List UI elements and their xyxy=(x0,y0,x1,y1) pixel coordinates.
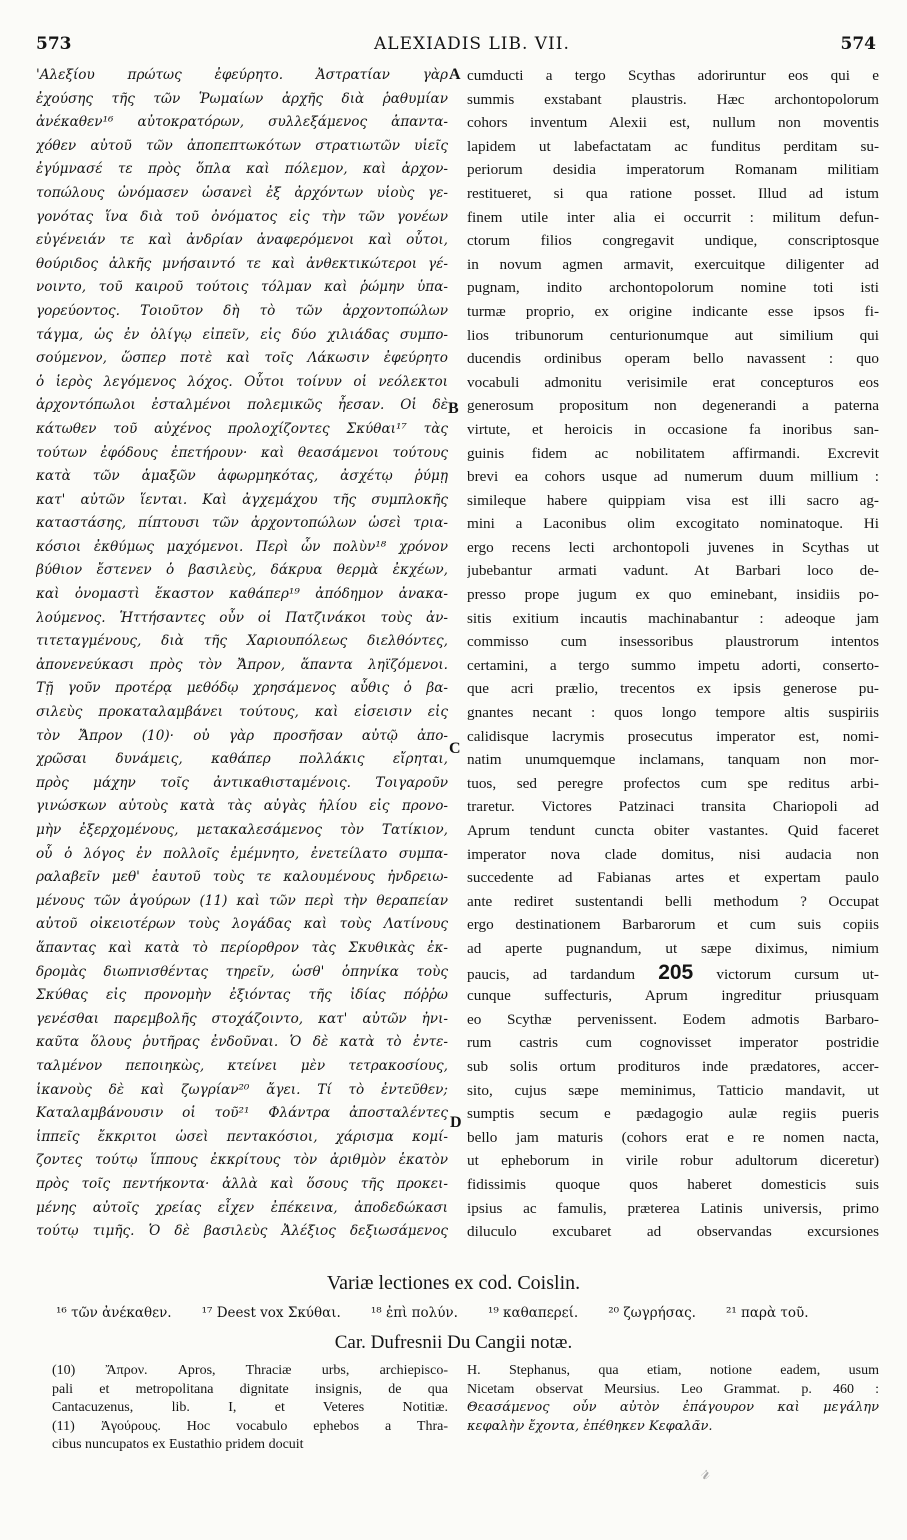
latin-text-column xyxy=(467,64,879,1244)
text-line: lios tribunorum centurionumque aut similium qui xyxy=(467,326,879,344)
text-line: natim unumquemque inclamans, tanquam non mor- xyxy=(467,751,879,769)
note-line: Nicetam observat Meursius. Leo Grammat. p. 460 : xyxy=(467,1381,879,1397)
text-line: ad aperte pugnandum, ut sæpe diximus, nimium xyxy=(467,939,879,957)
text-line: periorum desidia imperatorum Romanam militiam xyxy=(467,161,879,179)
text-line: οὗ ὁ λόγος ἐν πολλοῖς ἐμέμνητο, ἐνετείλατο συμπα- xyxy=(36,845,448,862)
text-line: καταστάσης, πίπτουσι τῶν ἀρχοντοπώλων ὡσεὶ τρια- xyxy=(36,515,448,532)
text-line: ergo recens lecti archontopoli juvenes in Scythas ut xyxy=(467,538,879,556)
text-line: ἅπαντας καὶ κατὰ τὸ περίορθρον τὰς Σκυθικὰς ἐκ- xyxy=(36,939,448,956)
text-line: brevi ea cohors usque ad numerum duum millium : xyxy=(467,468,879,486)
text-line: summis exstabant plaustris. Hæc archontopolorum xyxy=(467,90,879,108)
text-line: imperator nova clade domitus, nisi audacia non xyxy=(467,845,879,863)
text-line: certamini, a tergo summo impetu adorti, conserto- xyxy=(467,656,879,674)
greek-text-column xyxy=(36,64,448,1244)
text-line: σιλεὺς προκαταλαμβάνει τούτους, καὶ εἰσεισιν εἰς xyxy=(36,704,448,721)
margin-marker-d: D xyxy=(450,1114,462,1131)
text-line: γονότας ἵνα διὰ τοῦ ὀνόματος εἰς τὴν τῶν γονέων xyxy=(36,208,448,225)
text-line: simileque habere quippiam visa est illi sacro ag- xyxy=(467,491,879,509)
text-line: commisso cum insessoribus plaustrorum intentos xyxy=(467,633,879,651)
text-line: μένους τῶν ἀγούρων (11) καὶ τῶν περὶ τὴν θεραπείαν xyxy=(36,892,448,909)
variant-reading: ¹⁹ καθαπερεί. xyxy=(487,1305,579,1321)
text-line xyxy=(467,961,879,985)
notes-left-column xyxy=(52,1362,448,1455)
text-line: κόσιοι ἐκθύμως μαχόμενοι. Περὶ ὧν πολὺν¹⁸ χρόνον xyxy=(36,538,448,555)
text-line: gnantes necant : quos longo tempore altis suspiriis xyxy=(467,704,879,722)
text-line: diluculo excubaret ad observandas excursiones xyxy=(467,1223,879,1241)
text-line: κατὰ τῶν ἁμαξῶν ἀφωρμηκότας, ἀσχέτῳ ῥύμῃ xyxy=(36,468,448,485)
text-line: τάγμα, ὡς ἐν ὀλίγῳ εἰπεῖν, εἰς δύο χιλιάδας συμπο- xyxy=(36,326,448,343)
margin-marker-a: A xyxy=(449,66,461,83)
note-line: pali et metropolitana dignitate insignis, de qua xyxy=(52,1381,448,1397)
text-line: πρὸς μάχην τοῖς ἀντικαθισταμένοις. Τοιγαροῦν xyxy=(36,774,448,791)
text-line: presso prope jugum ex quo eminebant, insidiis po- xyxy=(467,586,879,604)
text-line: βύθιον ἔστενεν ὁ βασιλεὺς, δάκρυα θερμὰ ἐκχέων, xyxy=(36,562,448,579)
text-line: 'Αλεξίου πρώτως ἐφεύρητο. Ἀστρατίαν γὰρ xyxy=(36,67,448,83)
text-line: αὐτοῦ οἰκειοτέρων τοὺς λογάδας καὶ τοὺς Λατίνους xyxy=(36,916,448,933)
text-line: θούριδος ἀλκῆς μνήσαιντό τε καὶ ἀνθεκτικώτεροι γέ- xyxy=(36,255,448,272)
inline-page-number: 205 xyxy=(658,960,694,984)
text-line: ἐγύμνασέ τε πρὸς ὅπλα καὶ πόλεμον, καὶ ἀρχον- xyxy=(36,161,448,178)
text-line: σούμενον, ὥσπερ ποτὲ καὶ τοῖς Λάκωσιν ἐφεύρητο xyxy=(36,350,448,367)
text-line-part: victorum cursum ut- xyxy=(693,965,879,983)
text-line: tuos, sed peregre profectos cum spe reditus arbi- xyxy=(467,774,879,792)
text-line: cumducti a tergo Scythas adoriruntur eos qui e xyxy=(467,67,879,84)
variant-reading: ¹⁷ Deest vox Σκύθαι. xyxy=(201,1305,341,1321)
text-line: καῦτα ὅλους ῥυτῆρας ἐνδοῦναι. Ὁ δὲ κατὰ τὸ ἐντε- xyxy=(36,1034,448,1051)
text-line-part: paucis, ad tardandum xyxy=(467,965,659,983)
note-line: cibus nuncupatos ex Eustathio pridem docuit xyxy=(52,1437,304,1453)
text-line: bello jam maturis (cohors erat e re nomen nacta, xyxy=(467,1128,879,1146)
text-line: χρῶσαι δυνάμεις, καθάπερ πολλάκις εἴρηται, xyxy=(36,751,448,768)
text-line: ipsius ac famulis, præterea Latinis universis, primo xyxy=(467,1199,879,1217)
left-page-number: 573 xyxy=(36,34,72,54)
text-line: νοιντο, τοῦ καιροῦ τούτοις τόλμαν καὶ ῥώμην ὑπα- xyxy=(36,279,448,296)
text-line: τούτων ἐφόδους ἐπετήρουν· καὶ θεασάμενοι τούτους xyxy=(36,444,448,461)
text-line: ραλαβεῖν μεθ' ἑαυτοῦ τοὺς τε καλουμένους ἠνδρειω- xyxy=(36,869,448,886)
text-line: γενέσθαι παρεμβολῆς στοχάζοιντο, κατ' αὐτῶν ἠνι- xyxy=(36,1010,448,1027)
text-line: χόθεν αὐτοῦ τῶν ἀποπεπτωκότων στρατιωτῶν υἱεῖς xyxy=(36,137,448,154)
notes-right-column xyxy=(467,1362,879,1436)
text-line: γορεύοντος. Τοιοῦτον δὴ τὸ τῶν ἀρχοντοπώλων xyxy=(36,302,448,319)
page-header xyxy=(36,34,876,58)
text-line: γινώσκων αὐτοὺς κατὰ τὰς αὐγὰς ἡλίου εἰς προνο- xyxy=(36,798,448,815)
variant-reading: ²⁰ ζωγρήσας. xyxy=(608,1305,696,1321)
running-title: ALEXIADIS LIB. VII. xyxy=(374,34,570,54)
text-line: μένης αὐτοῖς χρείας εἶχεν ἐπέκεινα, ἀποδεδώκασι xyxy=(36,1199,448,1216)
text-line: Σκύθας εἰς προνομὴν ἐξιόντας τῆς ἰδίας πόῤῥω xyxy=(36,987,448,1004)
text-line: λούμενος. Ἡττήσαντες οὖν οἱ Πατζινάκοι τοὺς ἀν- xyxy=(36,609,448,626)
text-line: rum castris cum cognovisset imperator postridie xyxy=(467,1034,879,1052)
text-line: ἀρχοντόπωλοι ἐσταλμένοι πολεμικῶς ἦεσαν. Οἱ δὲ xyxy=(36,397,448,414)
text-line: τὸν Ἄπρον (10)· οὐ γὰρ προσῆσαν αὐτῷ ἀπο- xyxy=(36,727,448,744)
text-line: fidissimis quoque quos haberet domesticis suis xyxy=(467,1175,879,1193)
text-line: calidisque lacrymis prosecutus imperator est, nomi- xyxy=(467,727,879,745)
text-line: ἀνέκαθεν¹⁶ αὐτοκρατόρων, συλλεξάμενος ἁπαντα- xyxy=(36,114,448,131)
text-line: μὴν ἐξερχομένους, μετακαλεσάμενος τὸν Τατίκιον, xyxy=(36,822,448,838)
text-line: sumptis secum e pædagogio aulæ regiis pueris xyxy=(467,1105,879,1123)
text-line: ut epheborum in virile robur adultorum diceretur) xyxy=(467,1152,879,1170)
text-line: τοπώλους ὠνόμασεν ὡσανεὶ ἐξ ἀρχόντων υἱοὺς γε- xyxy=(36,184,448,201)
text-line: mini a Laconibus olim excogitato nominatoque. Hi xyxy=(467,515,879,533)
text-line: vocabuli admonitu verisimile erat concepturos eos xyxy=(467,373,879,391)
text-line: ἱκανοὺς δὲ καὶ ζωγρίαν²⁰ ἄγει. Τί τὸ ἐντεῦθεν; xyxy=(36,1081,448,1098)
text-line: finem utile inter alia ei occurrit : militum defun- xyxy=(467,208,879,226)
text-line: ἀπονενεύκασι πρὸς τὸν Ἄπρον, ἅπαντα ληϊζόμενοι. xyxy=(36,656,448,673)
text-line: Καταλαμβάνουσιν οἱ τοῦ²¹ Φλάντρα ἀποσταλέντες xyxy=(36,1105,448,1122)
text-line: καὶ ὀνομαστὶ ἕκαστον καθάπερ¹⁹ ἀπόδημον ἀνακα- xyxy=(36,586,448,603)
margin-marker-b: B xyxy=(448,400,459,417)
text-line: ctorum filios congregavit undique, conscriptosque xyxy=(467,232,879,250)
text-line: guinis fidem ac nobilitatem affirmandi. Excrevit xyxy=(467,444,879,462)
text-line: que acri prælio, trecentos ex ipsis generose pu- xyxy=(467,680,879,698)
text-line: turmæ proprio, ex origine indicante esse ipsos fi- xyxy=(467,302,879,320)
text-line: δρομὰς διωπνισθέντας τηρεῖν, ὡσθ' ὁπηνίκα τοὺς xyxy=(36,963,448,980)
text-line: κάτωθεν τοῦ αὐχένος προλοχίζοντες Σκύθαι¹⁷ τὰς xyxy=(36,420,448,437)
note-line: Θεασάμενος οὖν αὐτὸν ἐπάγουρον καὶ μεγάλην xyxy=(467,1400,879,1416)
text-line: ἱππεῖς ἔκκριτοι ὡσεὶ πεντακόσιοι, χάρισμα κομί- xyxy=(36,1128,448,1145)
text-line: succedente ad Fabianas artes et expertam paulo xyxy=(467,869,879,887)
right-page-number: 574 xyxy=(840,34,876,54)
text-line: ducendis ordinibus operam bello navassent : quo xyxy=(467,350,879,368)
text-line: sub solis ortum prodituros inde prædatores, accer- xyxy=(467,1057,879,1075)
text-line: virtute, et heroicis in occasione fa inoribus san- xyxy=(467,420,879,438)
text-line: ante rediret sustentandi belli methodum ? Occupat xyxy=(467,892,879,910)
text-line: Aprum tendunt cuncta obiter vastantes. Quid faceret xyxy=(467,822,879,839)
text-line: generosum propositum non degenerandi a paterna xyxy=(467,397,879,415)
text-line: in novum agmen armavit, exercuitque diligenter ad xyxy=(467,255,879,273)
text-line: Τῇ γοῦν προτέρᾳ μεθόδῳ χρησάμενος αὖθις ὁ βα- xyxy=(36,680,448,697)
text-line: lapidem ut labefactatam ac funditus perditam su- xyxy=(467,137,879,155)
text-line: κατ' αὐτῶν ἵενται. Καὶ ἀγχεμάχου τῆς συμπλοκῆς xyxy=(36,491,448,508)
text-line: cohors inventum Alexii est, nullum non moventis xyxy=(467,114,879,132)
text-line: jubebantur armati vadunt. At Barbari loco de- xyxy=(467,562,879,580)
text-line: ζοντες τούτῳ ἵππους ἐκκρίτους τὸν ἀριθμὸν ἑκατὸν xyxy=(36,1152,448,1169)
note-line: κεφαλὴν ἔχοντα, ἐπέθηκεν Κεφαλᾶν. xyxy=(467,1418,713,1434)
variae-lectiones-title: Variæ lectiones ex cod. Coislin. xyxy=(326,1272,581,1294)
text-line: ἐχούσης τῆς τῶν Ῥωμαίων ἀρχῆς διὰ ῥαθυμίαν xyxy=(36,90,448,107)
variant-reading: ²¹ παρὰ τοῦ. xyxy=(725,1305,809,1321)
text-line: πρὸς τοῖς πεντήκοντα· ἀλλὰ καὶ ὅσους τῆς προκει- xyxy=(36,1175,448,1192)
text-line: cunque suffecturis, Aprum ingreditur priusquam xyxy=(467,987,879,1005)
text-line: ταλμένον πεποιηκὼς, κτείνει μὲν τετρακοσίους, xyxy=(36,1057,448,1074)
note-line: (11) Ἀγούρους. Hoc vocabulo ephebos a Thra- xyxy=(52,1418,448,1434)
note-line: Cantacuzenus, lib. I, et Veteres Notitiæ. xyxy=(52,1400,448,1416)
handwritten-mark-icon: 𝓇 xyxy=(700,1460,710,1485)
notes-title: Car. Dufresnii Du Cangii notæ. xyxy=(334,1332,573,1353)
margin-marker-c: C xyxy=(449,740,461,757)
variae-lectiones-list xyxy=(56,1305,876,1321)
variant-reading: ¹⁸ ἐπὶ πολύν. xyxy=(370,1305,458,1321)
text-line: εὐγένειάν τε καὶ ἀνδρίαν ἀναφερόμενοι καὶ οὗτοι, xyxy=(36,232,448,249)
text-line: τούτῳ τιμῆς. Ὁ δὲ βασιλεὺς Ἀλέξιος δεξιωσάμενος xyxy=(36,1223,448,1240)
variant-reading: ¹⁶ τῶν ἀνέκαθεν. xyxy=(56,1305,172,1321)
note-line: H. Stephanus, qua etiam, notione eadem, usum xyxy=(467,1363,879,1378)
text-line: eo Scythæ pervenissent. Eodem admotis Barbaro- xyxy=(467,1010,879,1028)
text-line: traretur. Victores Patzinaci transita Chariopoli ad xyxy=(467,798,879,816)
text-line: τιτεταγμένους, διὰ τῆς Χαριουπόλεως διελθόντες, xyxy=(36,633,448,650)
text-line: ergo destinationem Barbarorum et cum suis copiis xyxy=(467,916,879,934)
text-line: pugnam, indito archontopolorum nomine toti isti xyxy=(467,279,879,297)
note-line: (10) Ἄπρον. Apros, Thraciæ urbs, archiepisco- xyxy=(52,1363,448,1378)
text-line: ὁ ἱερὸς λεγόμενος λόχος. Οὗτοι τοίνυν οἱ νεόλεκτοι xyxy=(36,373,448,390)
text-line: restitueret, si qua ratione posset. Illud ad istum xyxy=(467,184,879,202)
text-line: sito, cujus sæpe meminimus, Tatticio mandavit, ut xyxy=(467,1081,879,1099)
text-line: sitis exitium incautis machinabantur : adeoque jam xyxy=(467,609,879,627)
